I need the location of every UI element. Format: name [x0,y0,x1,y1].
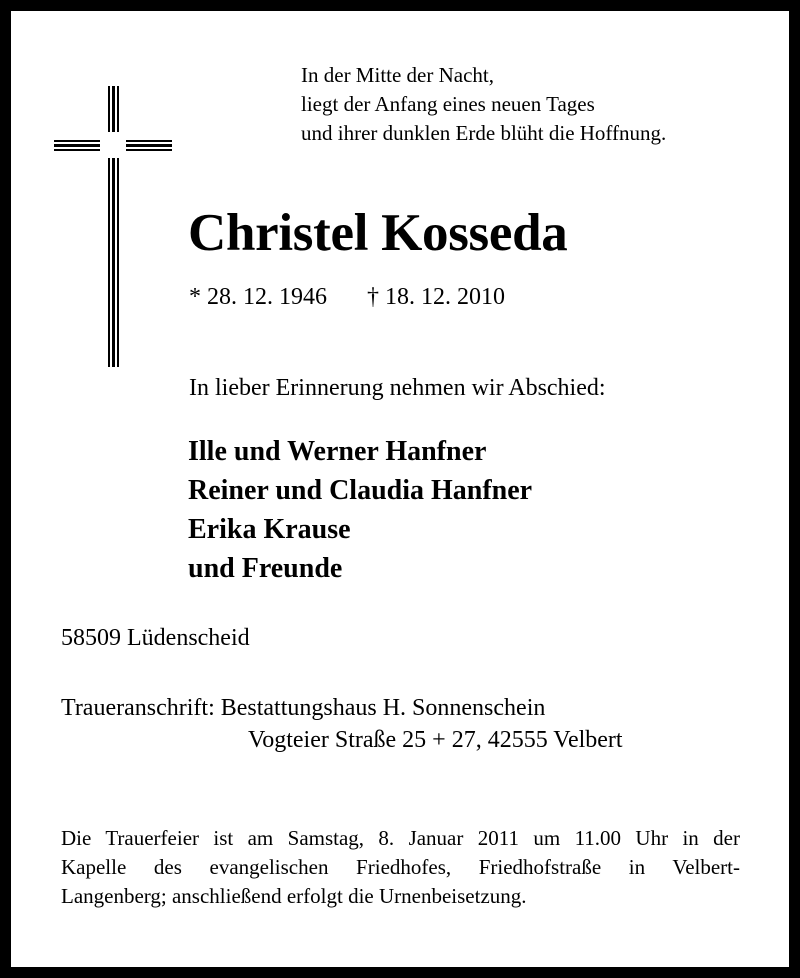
mourner-entry: Ille und Werner Hanfner [188,436,487,467]
death-date: † 18. 12. 2010 [367,284,505,310]
mourning-address-line-1: Traueranschrift: Bestattungshaus H. Sonnenschein [61,695,546,721]
poem-line: In der Mitte der Nacht, [301,63,495,87]
poem-line: und ihrer dunklen Erde blüht die Hoffnung. [301,121,667,145]
ceremony-line: Die Trauerfeier ist am Samstag, 8. Januar 2011 um 11.00 Uhr in der [61,826,740,850]
mourner-entry: und Freunde [188,553,343,584]
ceremony-line: Kapelle des evangelischen Friedhofes, Friedhofstraße in Velbert- [61,855,740,879]
poem-line: liegt der Anfang eines neuen Tages [301,92,595,116]
life-dates [189,282,505,312]
farewell-intro: In lieber Erinnerung nehmen wir Abschied: [189,375,606,401]
mourning-address-line-2: Vogteier Straße 25 + 27, 42555 Velbert [248,727,623,753]
poem [301,61,666,148]
deceased-name: Christel Kosseda [188,204,568,262]
ceremony-notice [61,824,740,911]
place-line: 58509 Lüdenscheid [61,625,250,651]
mourner-entry: Erika Krause [188,514,351,545]
ceremony-line: Langenberg; anschließend erfolgt die Urnenbeisetzung. [61,884,527,908]
christian-cross-icon [50,82,176,370]
mourner-entry: Reiner und Claudia Hanfner [188,475,533,506]
mourners-list [188,432,532,588]
birth-date: * 28. 12. 1946 [189,284,327,310]
